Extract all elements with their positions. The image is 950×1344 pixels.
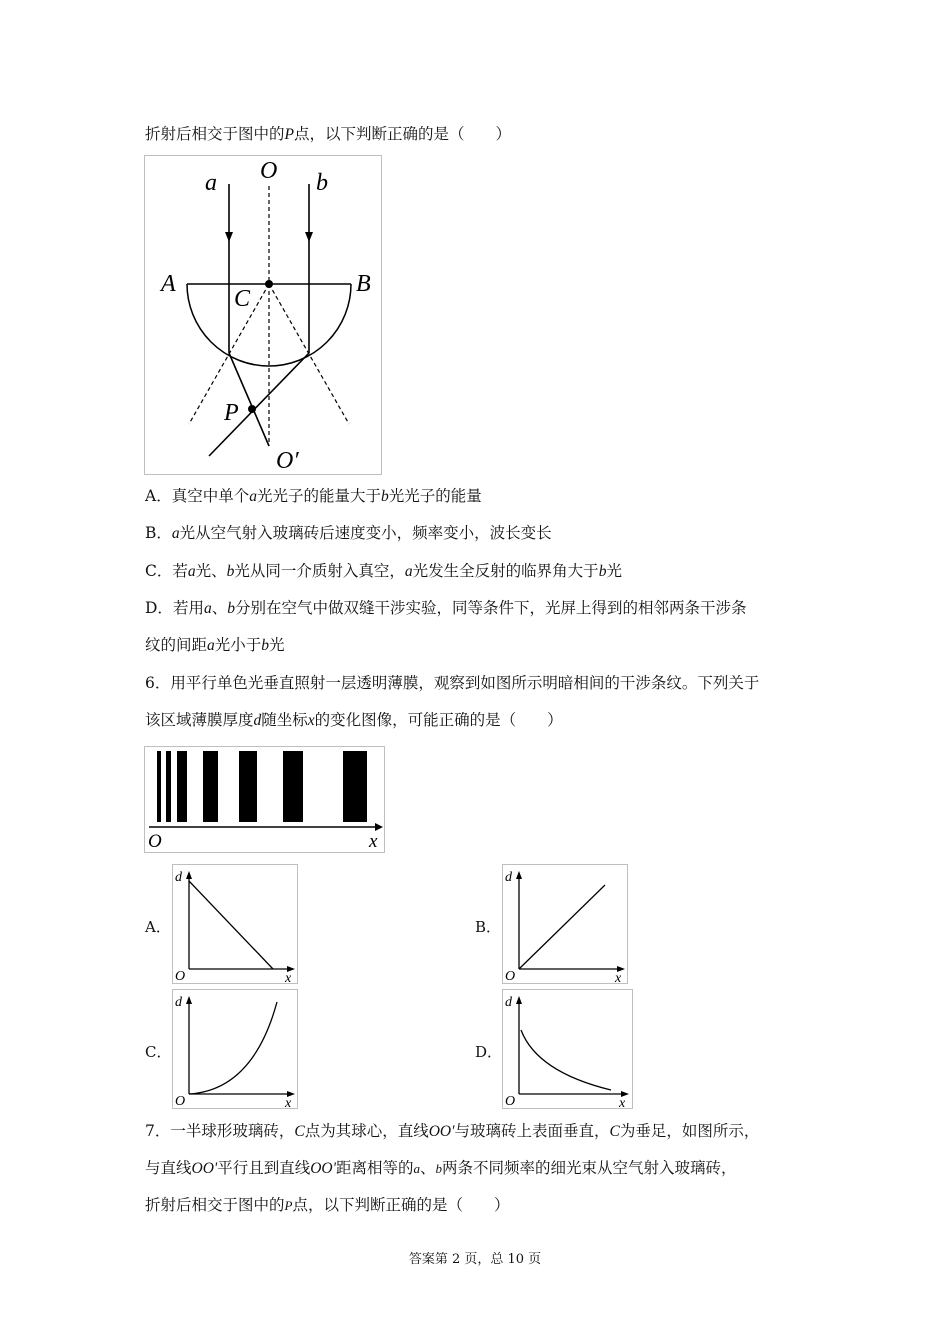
axis-d-label: d [175,995,182,1010]
text: 光 [606,562,622,580]
graph-B [503,865,627,983]
text: 随坐标 [261,711,308,729]
var-b: b [261,637,270,654]
axis-origin-label: O [175,969,186,983]
text: 为垂足，如图所示， [619,1122,760,1140]
var-a: a [404,563,413,580]
text: 真空中单个 [171,487,250,505]
page-footer: 答案第 2 页，总 10 页 [408,1252,542,1267]
var-a: a [187,563,196,580]
q6-stem-line1: 6．用平行单色光垂直照射一层透明薄膜，观察到如图所示明暗相间的干涉条纹。下列关于 [145,674,760,692]
label-O: O [260,158,278,184]
q6-option-D-letter: D． [475,1043,503,1061]
label-O-prime: O′ [276,448,299,474]
text: 距离相等的 [335,1159,414,1177]
axis-d-label: d [175,870,182,885]
text: 点，以下判断正确的是（ ） [293,125,511,143]
axis-x-label: x [285,971,292,983]
q7-stem-line3 [145,1195,509,1216]
label-B: B [356,271,371,297]
text: 与玻璃砖上表面垂直， [454,1122,610,1140]
q6-option-A-letter: A． [145,918,171,936]
option-letter: A． [145,487,172,505]
option-letter: B． [145,524,172,542]
var-a: a [203,600,212,617]
var-OO: OO' [310,1160,336,1177]
axis-x-label: x [285,1096,292,1108]
q5-option-C [145,561,622,582]
q5-option-D-line2 [145,635,285,656]
var-OO: OO' [191,1160,218,1177]
fringe-diagram [145,747,384,852]
q6-option-B-letter: B． [475,918,502,936]
axis-x-label: x [615,971,622,983]
graph-C [173,990,297,1108]
var-b: b [435,1161,442,1176]
q5-option-D [145,598,746,619]
text: 光发生全反射的临界角大于 [412,562,599,580]
fringe-figure [144,746,385,853]
label-P: P [224,400,239,426]
label-b: b [316,170,328,196]
text: 光光子的能量 [388,487,482,505]
text: 两条不同频率的细光束从空气射入玻璃砖， [441,1159,737,1177]
var-x: x [307,712,315,729]
axis-origin-label: O [505,969,516,983]
var-P: P [284,1198,293,1213]
text: 折射后相交于图中的 [145,125,285,143]
text: 、 [419,1159,436,1177]
var-a: a [171,525,180,542]
axis-d-label: d [505,870,512,885]
text: 折射后相交于图中的 [145,1196,285,1214]
text: 光光子的能量大于 [256,487,381,505]
var-b: b [598,563,607,580]
text: 光小于 [214,636,262,654]
var-a: a [207,637,215,654]
var-b: b [226,563,235,580]
option-letter: D． [145,599,173,617]
fringe-origin-label: O [148,831,162,852]
axis-x-label: x [619,1096,626,1108]
q5-option-B [145,523,552,544]
graph-D [503,990,632,1108]
var-b: b [380,488,389,505]
text: 光从同一介质射入真空， [234,562,405,580]
text: 7．一半球形玻璃砖， [145,1122,295,1140]
var-b: b [227,600,235,617]
var-C: C [609,1123,620,1140]
var-C: C [294,1123,305,1140]
text: 若用 [172,599,204,617]
q7-stem-line2 [145,1158,736,1179]
q6-option-D-graph [502,989,633,1109]
q5-option-A [145,486,482,507]
q6-option-C-graph [172,989,298,1109]
q6-stem-line2 [145,710,563,731]
text: 该区域薄膜厚度 [145,711,254,729]
axis-origin-label: O [175,1094,186,1108]
axis-origin-label: O [505,1094,516,1108]
var-OO: OO′ [428,1123,455,1140]
label-C: C [234,286,251,312]
var-d: d [253,712,262,729]
text: 分别在空气中做双缝干涉实验，同等条件下，光屏上得到的相邻两条干涉条 [234,599,747,617]
text: 、 [211,599,228,617]
text: 平行且到直线 [217,1159,311,1177]
fringe-x-label: x [369,831,378,852]
q6-option-A-graph [172,864,298,984]
text: 与直线 [145,1159,192,1177]
hemisphere-figure [144,155,382,475]
q6-option-C-letter: C． [145,1043,172,1061]
var-a: a [413,1161,420,1176]
var-a: a [249,488,257,505]
graph-A [173,865,297,983]
text: 点，以下判断正确的是（ ） [292,1196,510,1214]
q6-option-B-graph [502,864,628,984]
text: 纹的间距 [145,636,208,654]
text: 若 [172,562,188,580]
text: 点为其球心，直线 [304,1122,429,1140]
option-letter: C． [145,562,173,580]
text: 光、 [195,562,227,580]
text: 光从空气射入玻璃砖后速度变小，频率变小，波长变长 [179,524,552,542]
var-P: P [284,126,294,143]
text: 光 [269,636,285,654]
q7-stem-line1 [145,1121,759,1142]
text: 的变化图像，可能正确的是（ ） [314,711,563,729]
label-a: a [205,170,217,196]
hemisphere-diagram [145,156,381,474]
q5-intro [145,124,511,145]
label-A: A [161,271,176,297]
axis-d-label: d [505,995,512,1010]
